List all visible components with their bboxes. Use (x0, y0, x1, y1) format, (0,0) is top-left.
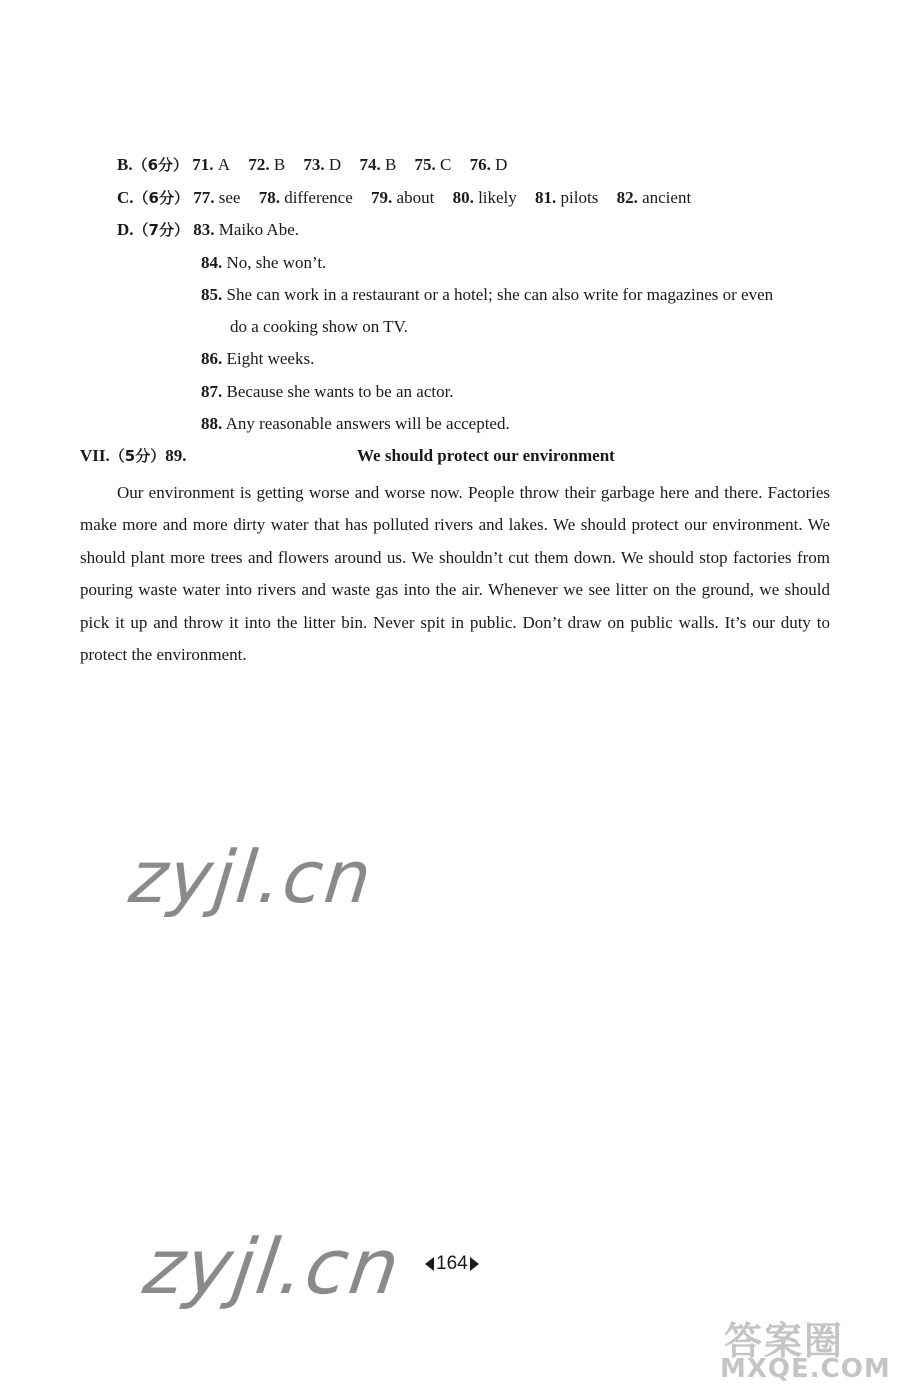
page-number-text: 164 (436, 1253, 468, 1274)
answer-87-num: 87. (201, 382, 223, 401)
answer-76: 76. D (469, 155, 508, 174)
section-vii-label: VII. (80, 446, 110, 465)
answer-80: 80. likely (452, 188, 517, 207)
answer-85-num: 85. (201, 285, 223, 304)
section-b-points: （6分） (132, 156, 189, 174)
answer-81: 81. pilots (535, 188, 599, 207)
answer-86-num: 86. (201, 349, 223, 368)
essay-body: Our environment is getting worse and worse now. People throw their garbage here and there. Factories make more and more dirty water that has polluted rivers and lakes. We should protect our environment. We should plant more trees and flowers around us. We shouldn’t cut them down. We should stop factories from pouring waste water into rivers and waste gas into the air. Whenever we see litter on the ground, we should pick it up and throw it into the litter bin. Never spit in public. Don’t draw on public walls. It’s our duty to protect the environment. (80, 483, 830, 665)
section-vii-points: （5分） (109, 447, 166, 465)
answer-87-row (201, 381, 454, 403)
answer-84-num: 84. (201, 253, 223, 272)
watermark-top: zyjl.cn (125, 835, 377, 919)
answer-88-num: 88. (201, 414, 223, 433)
answer-72: 72. B (248, 155, 286, 174)
answer-77: 77. see (193, 188, 241, 207)
logo-en-text: MXQE.COM (720, 1354, 891, 1384)
section-c-row (117, 187, 705, 209)
answer-87-text: Because she wants to be an actor. (226, 382, 454, 401)
answer-83-text: Maiko Abe. (218, 220, 299, 239)
page-number (425, 1253, 479, 1275)
answer-83-num: 83. (193, 220, 215, 239)
section-b-row (117, 154, 521, 176)
section-b-label: B. (117, 155, 133, 174)
answer-78: 78. difference (258, 188, 353, 207)
section-c-label: C. (117, 188, 134, 207)
right-arrow-icon (470, 1257, 479, 1271)
answer-79: 79. about (371, 188, 435, 207)
section-vii-heading (80, 445, 186, 467)
section-vii-num: 89. (165, 446, 187, 465)
answer-88-row (201, 413, 510, 435)
answer-85-continuation: do a cooking show on TV. (230, 317, 408, 336)
section-d-label: D. (117, 220, 134, 239)
answer-73: 73. D (303, 155, 342, 174)
essay-title: We should protect our environment (357, 446, 615, 465)
answer-83-row (117, 219, 299, 241)
answer-71: 71. A (192, 155, 231, 174)
answer-82: 82. ancient (616, 188, 692, 207)
answer-84-row (201, 252, 326, 274)
watermark-bottom: zyjl.cn (138, 1222, 407, 1311)
site-logo (712, 1310, 892, 1385)
answer-84-text: No, she won’t. (226, 253, 327, 272)
answer-88-text: Any reasonable answers will be accepted. (225, 414, 510, 433)
answer-86-row (201, 348, 314, 370)
left-arrow-icon (425, 1257, 434, 1271)
answer-85-row (201, 284, 773, 306)
answer-74: 74. B (359, 155, 397, 174)
answer-75: 75. C (414, 155, 452, 174)
answer-85-text: She can work in a restaurant or a hotel; she can also write for magazines or even (226, 285, 774, 304)
logo-cn-text: 答案圈 (724, 1319, 845, 1363)
answer-86-text: Eight weeks. (226, 349, 315, 368)
section-c-points: （6分） (133, 189, 189, 207)
section-d-points: （7分） (133, 221, 189, 239)
